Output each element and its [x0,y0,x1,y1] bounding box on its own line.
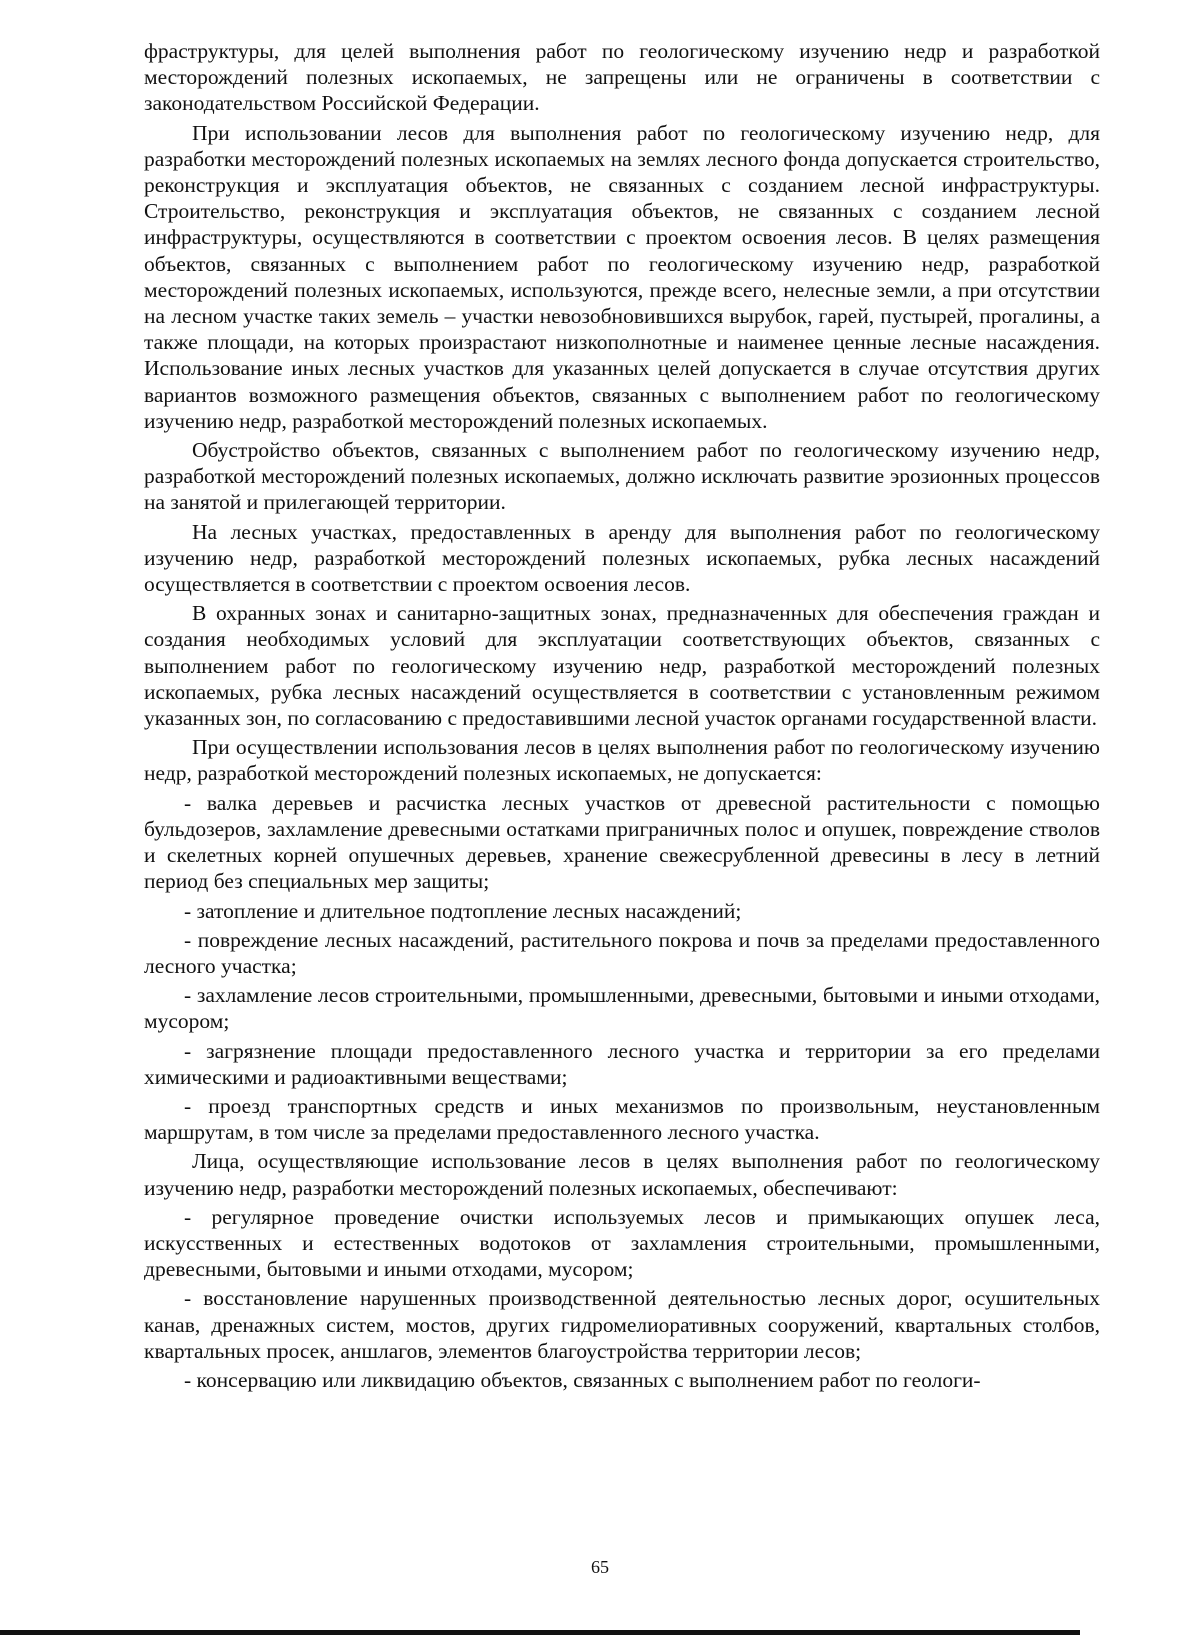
paragraph: При использовании лесов для выполнения работ по геологическому изучению недр, для разработки месторождений полезных ископаемых на землях лесного фонда допускается строительство, реконструкция и эксплуатация объектов, не связанных с созданием лесной инфраструктуры. Строительство, реконструкция и эксплуатация объектов, не связанных с созданием лесной инфраструктуры, осуществляются в соответствии с проектом освоения лесов. В целях размещения объектов, связанных с выполнением работ по геологическому изучению недр, разработкой месторождений полезных ископаемых, используются, прежде всего, нелесные земли, а при отсутствии на лесном участке таких земель – участки невозобновившихся вырубок, гарей, пустырей, прогалины, а также площади, на которых произрастают низкополнотные и наименее ценные лесные насаждения. Использование иных лесных участков для указанных целей допускается в случае отсутствия других вариантов возможного размещения объектов, связанных с выполнением работ по геологическому изучению недр, разработкой месторождений полезных ископаемых. [144,120,1100,433]
list-item: - регулярное проведение очистки используемых лесов и примыкающих опушек леса, искусственных и естественных водотоков от захламления строительными, промышленными, древесными, бытовыми и иными отходами, мусором; [144,1204,1100,1282]
list-item: - захламление лесов строительными, промышленными, древесными, бытовыми и иными отходами, мусором; [144,983,1100,1034]
document-body [144,38,1100,1396]
paragraph: Обустройство объектов, связанных с выполнением работ по геологическому изучению недр, разработкой месторождений полезных ископаемых, должно исключать развитие эрозионных процессов на занятой и прилегающей территории. [144,438,1100,515]
paragraph: На лесных участках, предоставленных в аренду для выполнения работ по геологическому изучению недр, разработкой месторождений полезных ископаемых, рубка лесных насаждений осуществляется в соответствии с проектом освоения лесов. [144,519,1100,597]
paragraph: Лица, осуществляющие использование лесов в целях выполнения работ по геологическому изучению недр, разработки месторождений полезных ископаемых, обеспечивают: [144,1149,1100,1200]
paragraph: При осуществлении использования лесов в целях выполнения работ по геологическому изучению недр, разработкой месторождений полезных ископаемых, не допускается: [144,735,1100,786]
list-item: - загрязнение площади предоставленного лесного участка и территории за его пределами химическими и радиоактивными веществами; [144,1038,1100,1089]
list-item: - восстановление нарушенных производственной деятельностью лесных дорог, осушительных канав, дренажных систем, мостов, других гидромелиоративных сооружений, квартальных столбов, квартальных просек, аншлагов, элементов благоустройства территории лесов; [144,1286,1100,1363]
paragraph: В охранных зонах и санитарно-защитных зонах, предназначенных для обеспечения граждан и создания необходимых условий для эксплуатации соответствующих объектов, связанных с выполнением работ по геологическому изучению недр, разработкой месторождений полезных ископаемых, рубка лесных насаждений осуществляется в соответствии с установленным режимом указанных зон, по согласованию с предоставившими лесной участок органами государственной власти. [144,601,1100,731]
list-item: - повреждение лесных насаждений, растительного покрова и почв за пределами предоставленного лесного участка; [144,927,1100,978]
list-item: - затопление и длительное подтопление лесных насаждений; [184,898,742,923]
list-item: - консервацию или ликвидацию объектов, связанных с выполнением работ по геологи- [184,1367,981,1392]
page-number: 65 [591,1557,609,1577]
list-item: - проезд транспортных средств и иных механизмов по произвольным, неустановленным маршрутам, в том числе за пределами предоставленного лесного участка. [144,1093,1100,1145]
paragraph-continuation: фраструктуры, для целей выполнения работ по геологическому изучению недр и разработкой месторождений полезных ископаемых, не запрещены или не ограничены в соответствии с законодательством Российской Федерации. [144,39,1100,116]
scan-edge-divider [0,1630,1080,1635]
list-item: - валка деревьев и расчистка лесных участков от древесной растительности с помощью бульдозеров, захламление древесными остатками приграничных полос и опушек, повреждение стволов и скелетных корней опушечных деревьев, хранение свежесрубленной древесины в лесу в летний период без специальных мер защиты; [144,790,1100,894]
